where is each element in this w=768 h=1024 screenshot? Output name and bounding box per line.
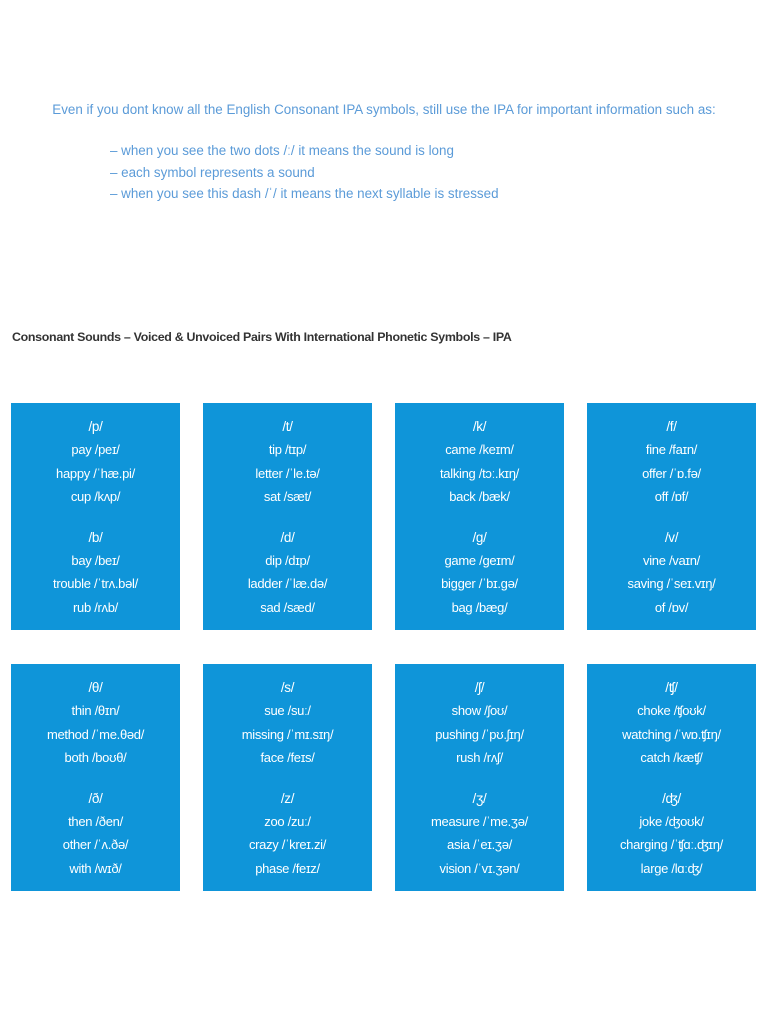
- example-word: with /wɪð/: [69, 860, 122, 876]
- example-word: letter /ˈle.tə/: [255, 465, 320, 481]
- example-word: both /boʊθ/: [64, 750, 127, 766]
- example-word: bigger /ˈbɪ.gə/: [441, 576, 518, 592]
- consonant-card: [587, 403, 756, 630]
- example-word: ladder /ˈlæ.də/: [247, 576, 328, 592]
- example-word: joke /ʤoʊk/: [639, 813, 704, 829]
- consonant-card: [395, 403, 564, 630]
- example-word: vision /ˈvɪ.ʒən/: [439, 860, 520, 876]
- example-word: charging /ˈʧɑː.ʤɪŋ/: [619, 837, 723, 853]
- ipa-symbol: /t/: [282, 419, 293, 434]
- example-word: happy /ˈhæ.pi/: [56, 465, 135, 481]
- voiced-group: [587, 787, 756, 881]
- example-word: tip /tɪp/: [268, 442, 307, 458]
- ipa-symbol: /b/: [88, 529, 103, 545]
- example-word: fine /faɪn/: [645, 442, 698, 458]
- voiced-group: [11, 526, 180, 620]
- example-word: of /ɒv/: [654, 599, 689, 615]
- example-word: talking /tɔː.kɪŋ/: [439, 465, 519, 481]
- ipa-symbol: /s/: [280, 680, 295, 695]
- unvoiced-group: [11, 676, 180, 770]
- example-word: bay /beɪ/: [71, 552, 120, 568]
- unvoiced-group: [11, 415, 180, 509]
- voiced-group: [203, 787, 372, 881]
- example-word: crazy /ˈkreɪ.zi/: [248, 837, 327, 853]
- example-word: other /ˈʌ.ðə/: [62, 837, 129, 853]
- unvoiced-group: [395, 415, 564, 509]
- unvoiced-group: [203, 676, 372, 770]
- unvoiced-group: [587, 676, 756, 770]
- bullet-item: – when you see this dash /ˈ/ it means the next syllable is stressed: [110, 186, 499, 202]
- consonant-card: [11, 403, 180, 630]
- consonant-card: [203, 664, 372, 891]
- example-word: vine /vaɪn/: [643, 552, 700, 568]
- example-word: large /lɑːʤ/: [640, 860, 703, 876]
- section-title: Consonant Sounds – Voiced & Unvoiced Pairs With International Phonetic Symbols – IPA: [12, 330, 512, 344]
- example-word: then /ðen/: [68, 813, 123, 829]
- voiced-group: [203, 526, 372, 620]
- intro-text: Even if you dont know all the English Consonant IPA symbols, still use the IPA for important information such as:: [52, 102, 716, 117]
- ipa-symbol: /z/: [280, 790, 295, 806]
- voiced-group: [395, 526, 564, 620]
- example-word: watching /ˈwɒ.ʧɪŋ/: [622, 726, 721, 742]
- ipa-symbol: /v/: [664, 529, 679, 545]
- example-word: rub /rʌb/: [73, 599, 118, 615]
- example-word: method /ˈme.θəd/: [46, 726, 145, 742]
- example-word: thin /θɪn/: [71, 703, 120, 719]
- example-word: off /ɒf/: [654, 489, 689, 505]
- example-word: asia /ˈeɪ.ʒə/: [447, 837, 512, 853]
- ipa-symbol: /f/: [666, 419, 677, 434]
- voiced-group: [587, 526, 756, 620]
- example-word: sue /suː/: [264, 703, 311, 719]
- example-word: game /geɪm/: [444, 552, 515, 568]
- example-word: show /ʃoʊ/: [451, 703, 508, 719]
- unvoiced-group: [395, 676, 564, 770]
- ipa-symbol: /ð/: [88, 790, 103, 806]
- consonant-card: [11, 664, 180, 891]
- ipa-symbol: /ʒ/: [472, 790, 487, 806]
- ipa-symbol: /k/: [472, 419, 487, 434]
- example-word: sat /sæt/: [263, 489, 312, 505]
- voiced-group: [11, 787, 180, 881]
- example-word: back /bæk/: [449, 489, 510, 505]
- ipa-symbol: /p/: [88, 419, 103, 434]
- example-word: face /feɪs/: [260, 750, 315, 766]
- example-word: dip /dɪp/: [265, 552, 310, 568]
- bullet-list: [110, 140, 499, 205]
- example-word: phase /feɪz/: [255, 860, 320, 876]
- example-word: trouble /ˈtrʌ.bəl/: [53, 576, 138, 592]
- consonant-card: [587, 664, 756, 891]
- example-word: choke /ʧoʊk/: [637, 703, 706, 719]
- unvoiced-group: [203, 415, 372, 509]
- example-word: came /keɪm/: [445, 442, 514, 458]
- ipa-symbol: /ʃ/: [474, 680, 485, 695]
- example-word: measure /ˈme.ʒə/: [431, 813, 528, 829]
- ipa-symbol: /ʧ/: [665, 680, 678, 695]
- example-word: bag /bæg/: [451, 599, 508, 615]
- bullet-item: – when you see the two dots /ː/ it means the sound is long: [110, 143, 454, 158]
- example-word: saving /ˈseɪ.vɪŋ/: [627, 576, 716, 592]
- example-word: catch /kæʧ/: [640, 750, 703, 766]
- example-word: zoo /zuː/: [264, 813, 311, 829]
- example-word: missing /ˈmɪ.sɪŋ/: [241, 726, 334, 742]
- ipa-symbol: /θ/: [88, 680, 103, 695]
- example-word: cup /kʌp/: [70, 489, 121, 505]
- example-word: pay /peɪ/: [71, 442, 120, 458]
- consonant-card: [395, 664, 564, 891]
- example-word: rush /rʌʃ/: [456, 750, 503, 766]
- ipa-symbol: /g/: [472, 529, 487, 545]
- bullet-item: – each symbol represents a sound: [110, 164, 315, 180]
- example-word: sad /sæd/: [260, 599, 315, 615]
- ipa-symbol: /ʤ/: [662, 790, 681, 806]
- example-word: offer /ˈɒ.fə/: [642, 465, 701, 481]
- example-word: pushing /ˈpʊ.ʃɪŋ/: [435, 726, 524, 742]
- unvoiced-group: [587, 415, 756, 509]
- voiced-group: [395, 787, 564, 881]
- ipa-symbol: /d/: [280, 529, 295, 545]
- consonant-card: [203, 403, 372, 630]
